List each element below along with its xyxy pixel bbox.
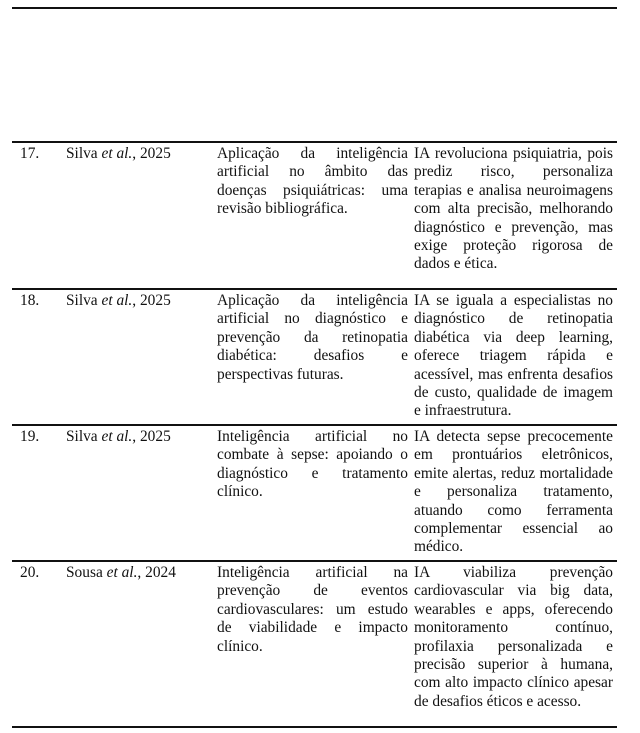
author-etal: et al. xyxy=(101,292,133,309)
row-summary: IA viabiliza prevenção cardiovascular via big data, wearables e apps, oferecendo monitoramento contínuo, profilaxia personalizada e precisão superior à humana, com alto impacto clínico apesar de desafios éticos e acesso. xyxy=(414,564,613,710)
author-etal: et al. xyxy=(106,564,138,581)
table-row xyxy=(12,425,617,560)
table-row xyxy=(12,142,617,288)
row-number: 18. xyxy=(20,292,40,309)
row-number: 19. xyxy=(20,428,40,445)
author-year: , 2025 xyxy=(132,428,171,445)
author-year: , 2025 xyxy=(132,292,171,309)
row-title: Inteligência artificial na prevenção de eventos cardiovasculares: um estudo de viabilidade e impacto clínico. xyxy=(217,564,408,655)
row-summary: IA se iguala a especialistas no diagnóstico de retinopatia diabética via deep learning, oferece triagem rápida e acessível, mas enfrenta desafios de custo, qualidade de imagem e infraestrutura. xyxy=(414,292,613,420)
row-author xyxy=(66,564,216,582)
author-name: Sousa xyxy=(66,564,103,581)
row-number: 17. xyxy=(20,145,40,162)
row-title: Aplicação da inteligência artificial no âmbito das doenças psiquiátricas: uma revisão bibliográfica. xyxy=(217,145,408,218)
row-title: Aplicação da inteligência artificial no diagnóstico e prevenção da retinopatia diabética: desafios e perspectivas futuras. xyxy=(217,292,408,383)
table-row xyxy=(12,561,617,726)
author-etal: et al. xyxy=(101,428,133,445)
table-top-rule xyxy=(12,7,617,9)
row-title: Inteligência artificial no combate à sepse: apoiando o diagnóstico e tratamento clínico. xyxy=(217,428,408,501)
author-name: Silva xyxy=(66,145,98,162)
author-year: , 2025 xyxy=(132,145,171,162)
author-year: , 2024 xyxy=(137,564,176,581)
author-name: Silva xyxy=(66,428,98,445)
row-author xyxy=(66,428,216,446)
author-etal: et al. xyxy=(101,145,133,162)
table-bottom-rule xyxy=(12,726,617,728)
row-author xyxy=(66,145,216,163)
row-summary: IA detecta sepse precocemente em prontuários eletrônicos, emite alertas, reduz mortalidade e personaliza tratamento, atuando como ferramenta complementar essencial ao médico. xyxy=(414,428,613,556)
table-row xyxy=(12,289,617,424)
author-name: Silva xyxy=(66,292,98,309)
row-summary: IA revoluciona psiquiatria, pois prediz risco, personaliza terapias e analisa neuroimagens com alta precisão, melhorando diagnóstico e prevenção, mas exige proteção rigorosa de dados e ética. xyxy=(414,145,613,273)
row-number: 20. xyxy=(20,564,40,581)
row-author xyxy=(66,292,216,310)
